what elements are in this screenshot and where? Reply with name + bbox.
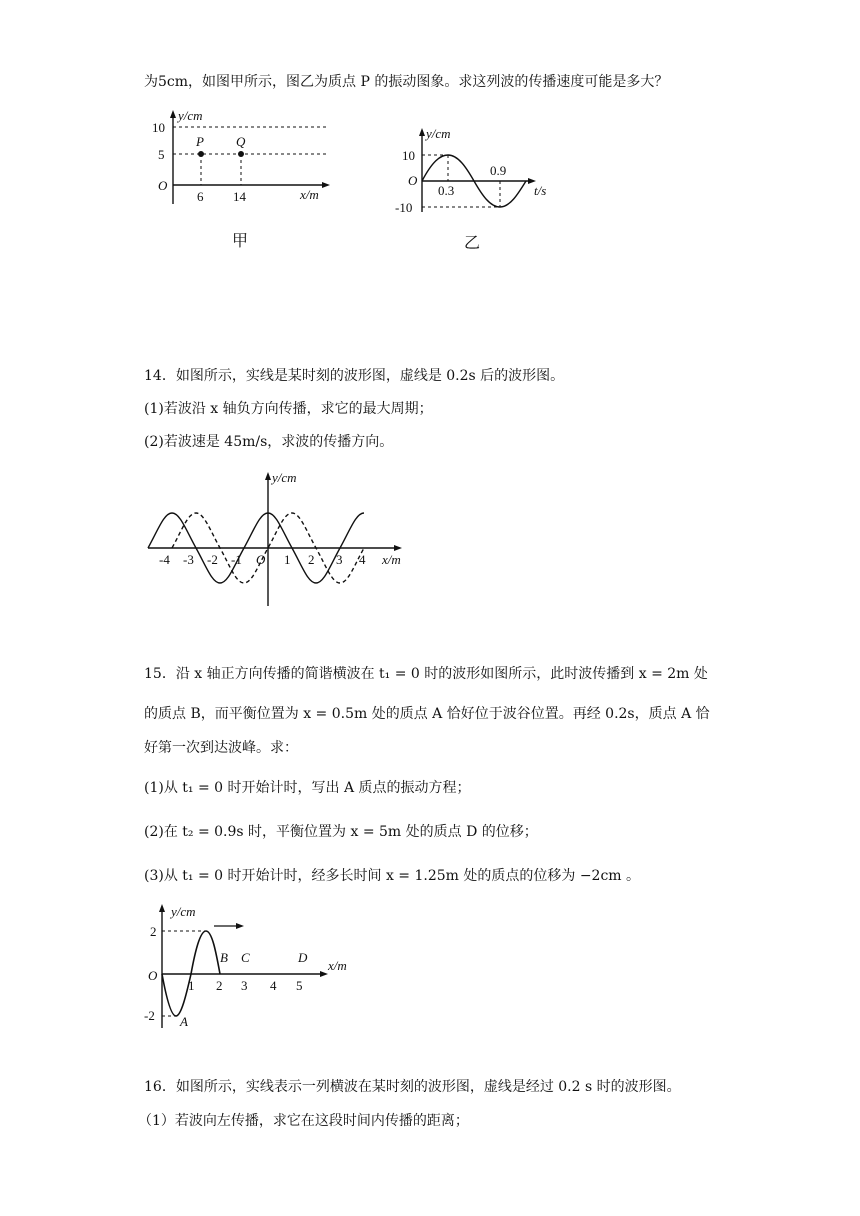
yi-origin: O <box>408 173 418 188</box>
point-b: B <box>220 950 228 965</box>
q15-part3: (3)从 t₁ = 0 时开始计时，经多长时间 x = 1.25m 处的质点的位移为 −2cm 。 <box>144 868 641 884</box>
figure-15 <box>140 896 370 1034</box>
q13-tail-text: 为5cm，如图甲所示，图乙为质点 P 的振动图象。求这列波的传播速度可能是多大？ <box>144 74 669 90</box>
jia-y-label: y/cm <box>178 108 203 123</box>
figure-14 <box>140 466 420 611</box>
f15-x-label: x/m <box>328 958 347 973</box>
point-c: C <box>241 950 250 965</box>
jia-tick-10: 10 <box>152 120 165 135</box>
f14-tick-neg2: -2 <box>207 552 218 567</box>
f14-y-label: y/cm <box>272 470 297 485</box>
caption-yi: 乙 <box>464 233 481 252</box>
q15-line3: 好第一次到达波峰。求： <box>144 740 298 756</box>
f15-y-label: y/cm <box>171 904 196 919</box>
point-q: Q <box>236 134 246 149</box>
f14-tick-neg4: -4 <box>159 552 170 567</box>
f15-tick-2: 2 <box>150 924 157 939</box>
point-a: A <box>180 1014 188 1029</box>
point-d: D <box>298 950 308 965</box>
q14-title: 14．如图所示，实线是某时刻的波形图，虚线是 0.2s 后的波形图。 <box>144 368 565 384</box>
q15-line2: 的质点 B，而平衡位置为 x = 0.5m 处的质点 A 恰好位于波谷位置。再经 0.2s，质点 A 恰 <box>144 706 710 722</box>
f14-tick-neg1: -1 <box>231 552 242 567</box>
f15-tick-4: 4 <box>270 978 277 993</box>
q15-part2: (2)在 t₂ = 0.9s 时，平衡位置为 x = 5m 处的质点 D 的位移； <box>144 824 538 840</box>
caption-jia: 甲 <box>232 231 249 250</box>
yi-x-label: t/s <box>534 183 547 198</box>
jia-tick-6: 6 <box>197 189 204 204</box>
q15-line1: 15．沿 x 轴正方向传播的简谐横波在 t₁ = 0 时的波形如图所示，此时波传播到 x = 2m 处 <box>144 666 708 682</box>
jia-tick-14: 14 <box>233 189 246 204</box>
q14-part2: (2)若波速是 45m/s，求波的传播方向。 <box>144 434 394 450</box>
f15-tick-3: 3 <box>241 978 248 993</box>
yi-y-label: y/cm <box>426 126 451 141</box>
yi-tick-03: 0.3 <box>438 183 455 198</box>
jia-tick-5: 5 <box>158 147 165 162</box>
f15-origin: O <box>148 968 158 983</box>
q16-title: 16．如图所示，实线表示一列横波在某时刻的波形图，虚线是经过 0.2 s 时的波形图。 <box>144 1079 681 1095</box>
f14-tick-3: 3 <box>336 552 343 567</box>
jia-x-label: x/m <box>300 187 319 202</box>
q14-part1: (1)若波沿 x 轴负方向传播，求它的最大周期； <box>144 401 433 417</box>
f15-tick-neg2: -2 <box>144 1008 155 1023</box>
f14-tick-4: 4 <box>359 552 366 567</box>
yi-tick-neg10: -10 <box>395 200 413 215</box>
f14-tick-2: 2 <box>308 552 315 567</box>
figure-yi <box>392 122 562 232</box>
q16-part1: （1）若波向左传播，求它在这段时间内传播的距离； <box>138 1113 469 1129</box>
f15-tick-1: 1 <box>188 978 195 993</box>
point-p: P <box>196 134 204 149</box>
f14-tick-neg3: -3 <box>183 552 194 567</box>
yi-tick-09: 0.9 <box>490 163 507 178</box>
f14-x-label: x/m <box>382 552 401 567</box>
f15-tick-5: 5 <box>296 978 303 993</box>
f14-origin: O <box>256 552 266 567</box>
yi-tick-10: 10 <box>402 148 415 163</box>
jia-origin: O <box>158 178 168 193</box>
q15-part1: (1)从 t₁ = 0 时开始计时，写出 A 质点的振动方程； <box>144 780 471 796</box>
f14-tick-1: 1 <box>284 552 291 567</box>
f15-tick-2x: 2 <box>216 978 223 993</box>
